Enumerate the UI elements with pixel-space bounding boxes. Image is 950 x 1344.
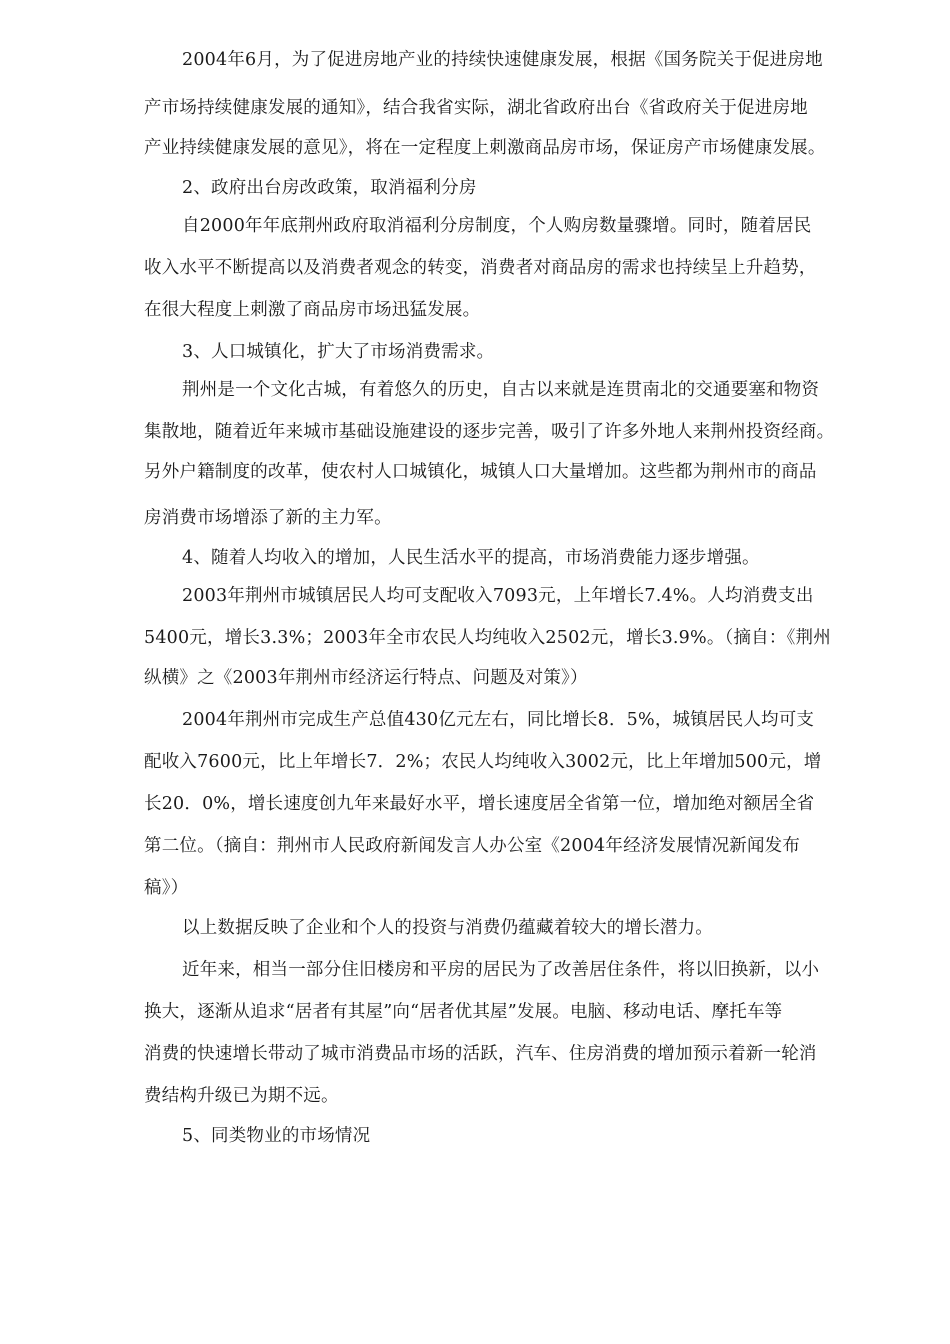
text-line: 换大，逐渐从追求“居者有其屋”向“居者优其屋”发展。电脑、移动电话、摩托车等	[144, 1002, 783, 1022]
text-line: 配收入7600元，比上年增长7．2%；农民人均纯收入3002元，比上年增加500元，增	[144, 752, 822, 772]
text-line: 长20．0%，增长速度创九年来最好水平，增长速度居全省第一位，增加绝对额居全省	[144, 794, 815, 814]
text-line: 产市场持续健康发展的通知》，结合我省实际，湖北省政府出台《省政府关于促进房地	[144, 98, 808, 118]
text-line: 荆州是一个文化古城，有着悠久的历史，自古以来就是连贯南北的交通要塞和物资	[182, 380, 820, 400]
section-heading: 2、政府出台房改政策，取消福利分房	[182, 178, 477, 198]
text-line: 自2000年年底荆州政府取消福利分房制度，个人购房数量骤增。同时，随着居民	[182, 216, 812, 236]
text-line: 纵横》之《2003年荆州市经济运行特点、问题及对策》）	[144, 668, 588, 688]
text-line: 近年来，相当一部分住旧楼房和平房的居民为了改善居住条件，将以旧换新，以小	[182, 960, 820, 980]
text-line: 集散地，随着近年来城市基础设施建设的逐步完善，吸引了许多外地人来荆州投资经商。	[144, 422, 835, 442]
section-heading: 5、同类物业的市场情况	[182, 1126, 371, 1146]
text-line: 2004年6月，为了促进房地产业的持续快速健康发展，根据《国务院关于促进房地	[182, 50, 823, 70]
text-line: 产业持续健康发展的意见》，将在一定程度上刺激商品房市场，保证房产市场健康发展。	[144, 138, 826, 158]
text-line: 费结构升级已为期不远。	[144, 1086, 339, 1106]
text-line: 收入水平不断提高以及消费者观念的转变，消费者对商品房的需求也持续呈上升趋势，	[144, 258, 817, 278]
text-line: 稿》）	[144, 878, 189, 898]
text-line: 2004年荆州市完成生产总值430亿元左右，同比增长8．5%，城镇居民人均可支	[182, 710, 815, 730]
text-line: 第二位。（摘自：荆州市人民政府新闻发言人办公室《2004年经济发展情况新闻发布	[144, 836, 801, 856]
text-line: 在很大程度上刺激了商品房市场迅猛发展。	[144, 300, 481, 320]
text-line: 房消费市场增添了新的主力军。	[144, 508, 392, 528]
text-line: 以上数据反映了企业和个人的投资与消费仍蕴藏着较大的增长潜力。	[182, 918, 713, 938]
text-line: 2003年荆州市城镇居民人均可支配收入7093元，上年增长7.4%。人均消费支出	[182, 586, 814, 606]
text-line: 5400元，增长3.3%；2003年全市农民人均纯收入2502元，增长3.9%。（摘自：《荆州	[144, 628, 831, 648]
section-heading: 3、人口城镇化，扩大了市场消费需求。	[182, 342, 495, 362]
text-line: 另外户籍制度的改革，使农村人口城镇化，城镇人口大量增加。这些都为荆州市的商品	[144, 462, 817, 482]
section-heading: 4、随着人均收入的增加，人民生活水平的提高，市场消费能力逐步增强。	[182, 548, 760, 568]
text-line: 消费的快速增长带动了城市消费品市场的活跃，汽车、住房消费的增加预示着新一轮消	[144, 1044, 817, 1064]
